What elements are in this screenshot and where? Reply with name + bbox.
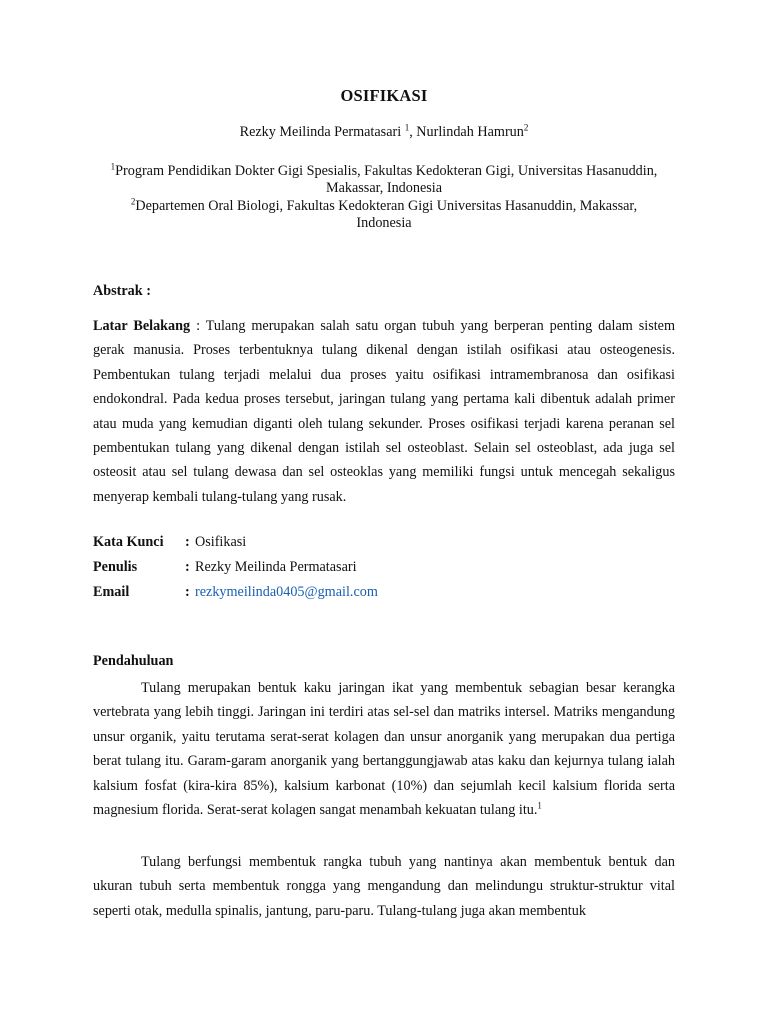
citation-marker: 1	[537, 800, 542, 811]
author-label: Penulis	[93, 559, 138, 575]
affiliation-marker: 2	[130, 196, 136, 207]
affiliation-text: Program Pendidikan Dokter Gigi Spesialis, Fakultas Kedokteran Gigi, Universitas Hasanuddin, Makassar, Indonesia	[115, 163, 658, 196]
author-name: Nurlindah Hamrun	[416, 124, 524, 140]
email-link[interactable]: rezkymeilinda0405@gmail.com	[195, 584, 378, 600]
introduction-paragraph	[93, 676, 675, 822]
abstract-heading: Abstrak :	[93, 283, 151, 299]
author-line	[0, 124, 768, 141]
author-separator: ,	[409, 124, 417, 140]
introduction-text: Tulang merupakan bentuk kaku jaringan ikat yang membentuk sebagian besar kerangka vertebrata yang lebih tinggi. Jaringan ini terdiri atas sel-sel dan matriks intersel. Matriks mengandung unsur organik, yaitu terutama serat-serat kolagen dan unsur anorganik yang merupakan dua pertiga berat tulang itu. Garam-garam anorganik yang bertanggungjawab atas kaku dan kejurnya tulang ialah kalsium fosfat (kira-kira 85%), kalsium karbonat (10%) dan sejumlah kecil kalsium florida serta magnesium florida. Serat-serat kolagen sangat menambah kekuatan tulang itu.	[93, 680, 675, 819]
author-colon: :	[185, 559, 190, 575]
affiliation	[110, 163, 658, 197]
author-affiliation-marker: 1	[404, 122, 410, 133]
abstract-body: : Tulang merupakan salah satu organ tubuh yang berperan penting dalam sistem gerak manusia. Proses terbentuknya tulang dikenal dengan istilah osifikasi atau osteogenesis. Pembentukan tulang terjadi melalui dua proses yaitu osifikasi intramembranosa dan osifikasi endokondral. Pada kedua proses tersebut, jaringan tulang yang pertama kali dibentuk adalah primer atau muda yang kemudian diganti oleh tulang sekunder. Proses osifikasi terjadi karena peranan sel pembentukan tulang yang dikenal dengan istilah sel osteoblast. Selain sel osteoblast, ada juga sel osteosit atau sel tulang dewasa dan sel osteoklas yang memiliki fungsi untuk mencegah sekaligus menyerap kembali tulang-tulang yang rusak.	[93, 318, 675, 505]
affiliation-marker: 1	[110, 161, 116, 172]
keywords-label: Kata Kunci	[93, 534, 164, 550]
paper-title: OSIFIKASI	[340, 86, 428, 105]
email-colon: :	[185, 584, 190, 600]
abstract-paragraph	[93, 314, 675, 509]
email-label: Email	[93, 584, 130, 600]
introduction-heading: Pendahuluan	[93, 653, 174, 669]
introduction-text: Tulang berfungsi membentuk rangka tubuh yang nantinya akan membentuk bentuk dan ukuran tubuh serta membentuk rongga yang mengandung dan melindungu struktur-struktur vital seperti otak, medulla spinalis, jantung, paru-paru. Tulang-tulang juga akan membentuk	[93, 854, 675, 919]
affiliation-text: Departemen Oral Biologi, Fakultas Kedokteran Gigi Universitas Hasanuddin, Makassar, Indonesia	[135, 198, 638, 231]
author-value: Rezky Meilinda Permatasari	[195, 559, 357, 575]
author-affiliation-marker: 2	[523, 122, 529, 133]
keywords-colon: :	[185, 534, 190, 550]
affiliation	[110, 198, 658, 232]
author-name: Rezky Meilinda Permatasari	[239, 124, 402, 140]
introduction-paragraph	[93, 850, 675, 923]
abstract-lead-label: Latar Belakang	[93, 318, 191, 334]
keywords-value: Osifikasi	[195, 534, 247, 550]
